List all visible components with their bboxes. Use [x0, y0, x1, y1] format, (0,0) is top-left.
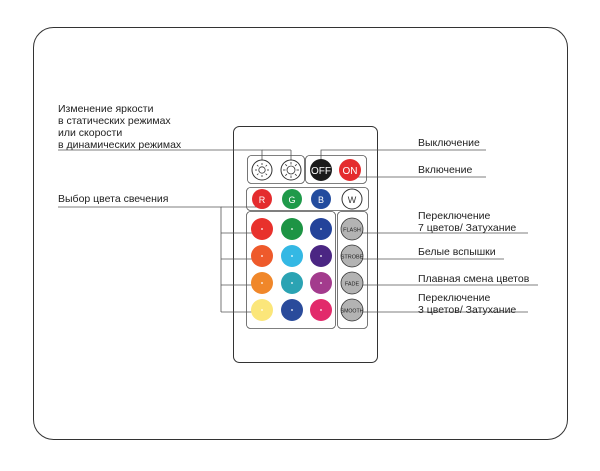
label-flash: Переключение 7 цветов/ Затухание: [418, 210, 517, 234]
smooth-button[interactable]: [341, 299, 364, 321]
color-button-r2-c1[interactable]: [251, 218, 273, 240]
g-button-label: G: [288, 195, 296, 205]
color-button-r2-c2[interactable]: [281, 218, 303, 240]
color-button-r3-c1[interactable]: [251, 245, 273, 267]
color-button-r2-c3[interactable]: [310, 218, 332, 240]
label-smooth: Переключение 3 цветов/ Затухание: [418, 292, 517, 316]
brightness-up-button[interactable]: [252, 160, 272, 180]
color-button-r5-c3[interactable]: [310, 299, 332, 321]
b-button-label: B: [317, 195, 325, 205]
r-button[interactable]: [252, 189, 272, 209]
g-button[interactable]: [282, 189, 302, 209]
strobe-button[interactable]: [341, 245, 364, 267]
off-button[interactable]: [310, 159, 332, 181]
label-off: Выключение: [418, 137, 480, 149]
on-button[interactable]: [339, 159, 361, 181]
on-button-label: ON: [342, 166, 358, 177]
label-color-select: Выбор цвета свечения: [58, 193, 169, 205]
off-button-label: OFF: [311, 166, 331, 177]
color-button-r4-c2[interactable]: [281, 272, 303, 294]
fade-button-label: FADE: [344, 281, 360, 288]
fade-button[interactable]: [341, 272, 363, 294]
color-button-r5-c2[interactable]: [281, 299, 303, 321]
color-button-r3-c3[interactable]: [310, 245, 332, 267]
r-button-label: R: [258, 195, 266, 205]
label-fade: Плавная смена цветов: [418, 273, 530, 285]
color-button-r4-c3[interactable]: [310, 272, 332, 294]
label-brightness: Изменение яркости в статических режимах или скорости в динамических режимах: [58, 103, 182, 151]
strobe-button-label: STROBE: [340, 254, 364, 261]
flash-button-label: FLASH: [343, 227, 361, 234]
label-strobe: Белые вспышки: [418, 246, 496, 258]
smooth-button-label: SMOOTH: [340, 308, 364, 315]
label-on: Включение: [418, 164, 473, 176]
w-button-label: W: [347, 195, 357, 205]
color-button-r4-c1[interactable]: [251, 272, 273, 294]
color-button-r5-c1[interactable]: [251, 299, 273, 321]
b-button[interactable]: [311, 189, 331, 209]
w-button[interactable]: [342, 189, 362, 209]
brightness-down-button[interactable]: [281, 160, 301, 180]
color-button-r3-c2[interactable]: [281, 245, 303, 267]
flash-button[interactable]: [341, 218, 363, 240]
